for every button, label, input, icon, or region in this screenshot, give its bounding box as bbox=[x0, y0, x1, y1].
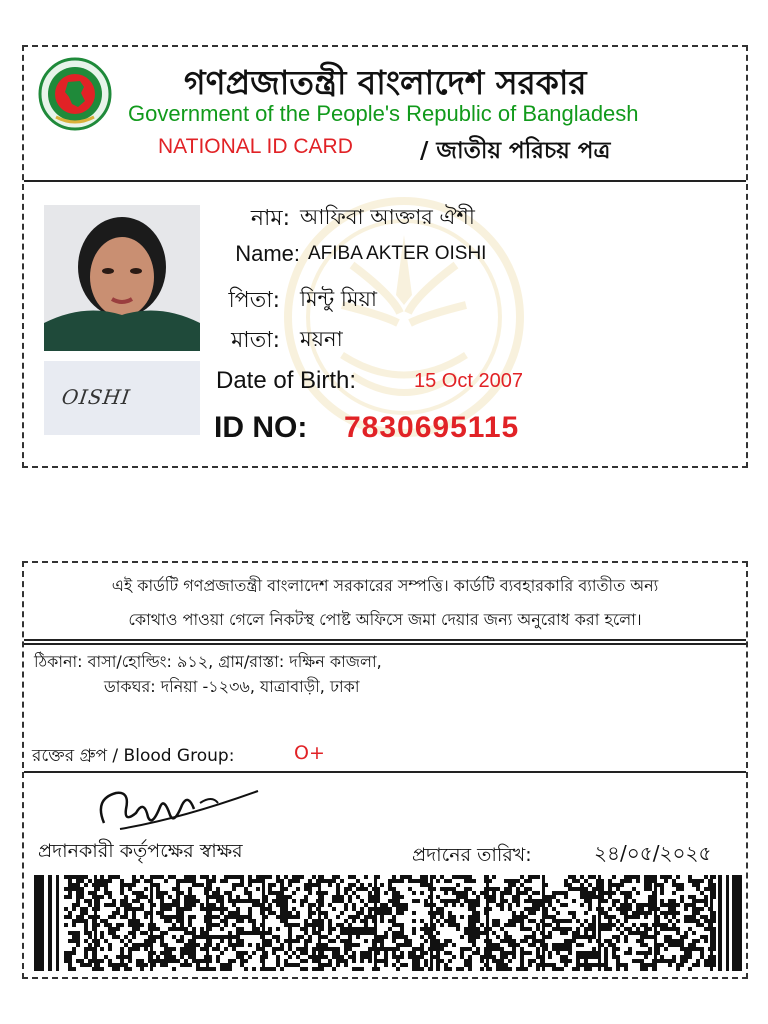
issue-date-value: ২৪/০৫/২০২৫ bbox=[594, 841, 712, 865]
father-value: মিন্টু মিয়া bbox=[300, 287, 377, 311]
signature-text: OISHI bbox=[60, 385, 133, 409]
barcode bbox=[34, 875, 742, 971]
ownership-notice bbox=[24, 563, 746, 641]
father-label: পিতা: bbox=[228, 288, 280, 313]
notice-line-2: কোথাও পাওয়া গেলে নিকটস্থ পোষ্ট অফিসে জমা দেয়ার জন্য অনুরোধ করা হলো। bbox=[128, 610, 642, 629]
dob-value: 15 Oct 2007 bbox=[414, 370, 523, 392]
id-number-value: 7830695115 bbox=[344, 411, 520, 444]
holder-signature bbox=[44, 361, 200, 435]
mother-label: মাতা: bbox=[231, 328, 280, 353]
blood-group-label: রক্তের গ্রুপ / Blood Group: bbox=[32, 746, 235, 766]
address-line-1: ঠিকানা: বাসা/হোল্ডিং: ৯১২, গ্রাম/রাস্তা: দক্ষিন কাজলা, bbox=[34, 652, 382, 671]
government-title-bn: গণপ্রজাতন্ত্রী বাংলাদেশ সরকার bbox=[184, 63, 587, 102]
name-en-value: AFIBA AKTER OISHI bbox=[308, 243, 487, 264]
authority-signature bbox=[90, 779, 260, 843]
nid-front-card bbox=[22, 45, 748, 468]
bangladesh-emblem-icon bbox=[38, 57, 112, 131]
name-bn-label: নাম: bbox=[250, 206, 290, 231]
name-bn-value: আফিবা আক্তার ঐশী bbox=[300, 205, 475, 229]
blood-group-value: O+ bbox=[294, 742, 325, 764]
address-line-2: ডাকঘর: দনিয়া -১২৩৬, যাত্রাবাড়ী, ঢাকা bbox=[104, 677, 360, 696]
mother-value: ময়না bbox=[300, 327, 343, 351]
name-en-label: Name: bbox=[235, 241, 300, 266]
issue-date-label: প্রদানের তারিখ: bbox=[412, 844, 532, 866]
authority-signature-label: প্রদানকারী কর্তৃপক্ষের স্বাক্ষর bbox=[38, 840, 243, 862]
card-type-bn: / জাতীয় পরিচয় পত্র bbox=[420, 138, 611, 164]
nid-back-card bbox=[22, 561, 748, 979]
holder-photo bbox=[44, 205, 200, 351]
card-type-en: NATIONAL ID CARD bbox=[158, 135, 353, 158]
divider bbox=[24, 771, 746, 773]
government-title-en: Government of the People's Republic of Bangladesh bbox=[128, 101, 639, 126]
notice-line-1: এই কার্ডটি গণপ্রজাতন্ত্রী বাংলাদেশ সরকারের সম্পত্তি। কার্ডটি ব্যবহারকারি ব্যাতীত অন্য bbox=[111, 576, 659, 595]
dob-label: Date of Birth: bbox=[216, 367, 357, 394]
divider bbox=[24, 643, 746, 645]
card-header bbox=[24, 47, 746, 182]
id-number-label: ID NO: bbox=[214, 411, 308, 444]
